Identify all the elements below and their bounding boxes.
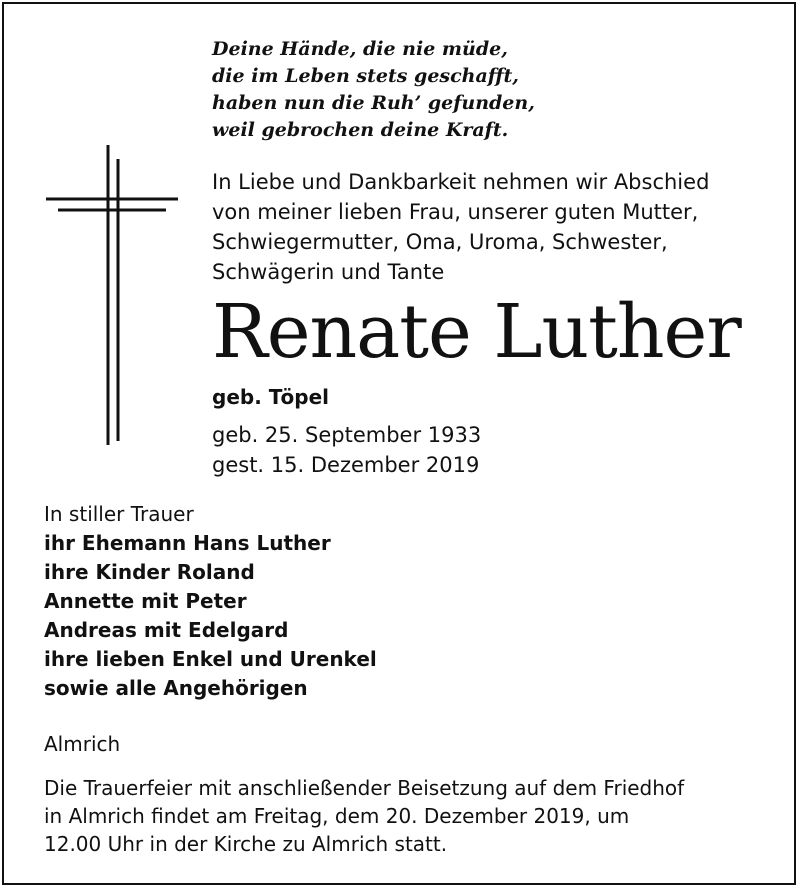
funeral-service-notice (44, 774, 684, 858)
mourner-line: Annette mit Peter (44, 589, 247, 613)
death-date: gest. 15. Dezember 2019 (212, 453, 480, 477)
poem-line: Deine Hände, die nie müde, (212, 38, 508, 60)
mourner-line: ihre lieben Enkel und Urenkel (44, 647, 377, 671)
birth-date: geb. 25. September 1933 (212, 423, 482, 447)
mourner-line: Andreas mit Edelgard (44, 618, 289, 642)
service-line: in Almrich findet am Freitag, dem 20. Dezember 2019, um (44, 804, 630, 828)
intro-line: von meiner lieben Frau, unserer guten Mutter, (212, 200, 699, 224)
maiden-name: geb. Töpel (212, 385, 330, 409)
intro-line: Schwägerin und Tante (212, 260, 445, 284)
mourners-list (44, 500, 377, 703)
place-name: Almrich (44, 732, 121, 756)
mourners-heading: In stiller Trauer (44, 502, 194, 526)
deceased-name: Renate Luther (212, 289, 741, 375)
intro-line: Schwiegermutter, Oma, Uroma, Schwester, (212, 230, 668, 254)
poem-line: haben nun die Ruh’ gefunden, (212, 92, 535, 114)
service-line: Die Trauerfeier mit anschließender Beisetzung auf dem Friedhof (44, 776, 685, 800)
mourner-line: ihre Kinder Roland (44, 560, 255, 584)
service-line: 12.00 Uhr in der Kirche zu Almrich statt. (44, 832, 448, 856)
cross-icon (42, 145, 182, 445)
mourner-line: ihr Ehemann Hans Luther (44, 531, 331, 555)
poem-line: weil gebrochen deine Kraft. (212, 119, 509, 141)
mourner-line: sowie alle Angehörigen (44, 676, 308, 700)
life-dates (212, 420, 481, 480)
memorial-poem (212, 36, 535, 144)
poem-line: die im Leben stets geschafft, (212, 65, 519, 87)
intro-line: In Liebe und Dankbarkeit nehmen wir Abschied (212, 170, 710, 194)
farewell-intro (212, 167, 709, 287)
